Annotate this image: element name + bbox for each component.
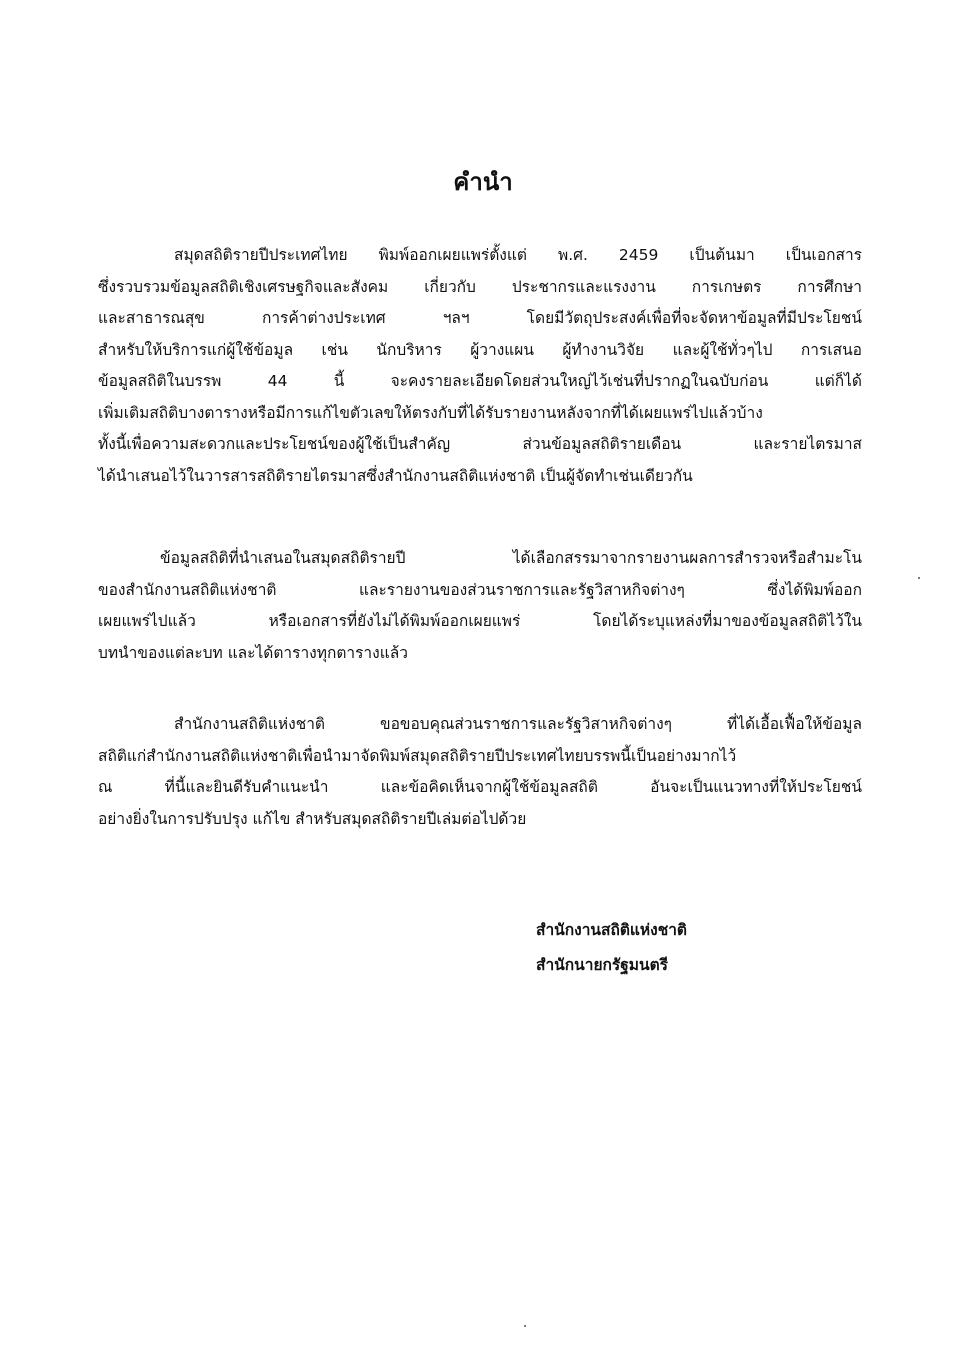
paragraph-line: เพิ่มเติมสถิติบางตารางหรือมีการแก้ไขตัวเลขให้ตรงกับที่ได้รับรายงานหลังจากที่ได้เผยแพร่ไปแล้วบ้าง xyxy=(98,403,763,422)
paragraph-line: เผยแพร่ไปแล้ว หรือเอกสารที่ยังไม่ได้พิมพ์ออกเผยแพร่ โดยได้ระบุแหล่งที่มาของข้อมูลสถิติไว้ใน xyxy=(98,612,862,630)
signature-department: สำนักนายกรัฐมนตรี xyxy=(536,956,668,974)
paragraph-line: สำนักงานสถิติแห่งชาติ ขอขอบคุณส่วนราชการและรัฐวิสาหกิจต่างๆ ที่ได้เอื้อเฟื้อให้ข้อมูล xyxy=(174,715,862,733)
paragraph-acknowledgement xyxy=(98,709,862,835)
paragraph-line: สำหรับให้บริการแก่ผู้ใช้ข้อมูล เช่น นักบริหาร ผู้วางแผน ผู้ทำงานวิจัย และผู้ใช้ทั่วๆไป การเสนอ xyxy=(98,340,862,359)
paragraph-line: บทนำของแต่ละบท และได้ตารางทุกตารางแล้ว xyxy=(98,643,408,662)
paragraph-line: ซึ่งรวบรวมข้อมูลสถิติเชิงเศรษฐกิจและสังคม เกี่ยวกับ ประชากรและแรงงาน การเกษตร การศึกษา xyxy=(98,277,862,296)
paragraph-line: ณ ที่นี้และยินดีรับคำแนะนำ และข้อคิดเห็นจากผู้ใช้ข้อมูลสถิติ อันจะเป็นแนวทางที่ให้ประโยชน์ xyxy=(98,778,862,796)
paragraph-line: ข้อมูลสถิติในบรรพ 44 นี้ จะคงรายละเอียดโดยส่วนใหญ่ไว้เช่นที่ปรากฏในฉบับก่อน แต่ก็ได้ xyxy=(98,372,862,390)
paragraph-line: สถิติแก่สำนักงานสถิติแห่งชาติเพื่อนำมาจัดพิมพ์สมุดสถิติรายปีประเทศไทยบรรพนี้เป็นอย่างมากไว้ xyxy=(98,746,737,765)
paragraph-sources xyxy=(98,543,862,669)
paragraph-line: ข้อมูลสถิติที่นำเสนอในสมุดสถิติรายปี ได้เลือกสรรมาจากรายงานผลการสำรวจหรือสำมะโน xyxy=(160,549,862,567)
paragraph-line: สมุดสถิติรายปีประเทศไทย พิมพ์ออกเผยแพร่ตั้งแต่ พ.ศ. 2459 เป็นต้นมา เป็นเอกสาร xyxy=(174,246,862,264)
paragraph-line: อย่างยิ่งในการปรับปรุง แก้ไข สำหรับสมุดสถิติรายปีเล่มต่อไปด้วย xyxy=(98,809,527,828)
scan-speck xyxy=(524,1325,526,1327)
scan-speck xyxy=(918,577,920,579)
paragraph-line: ของสำนักงานสถิติแห่งชาติ และรายงานของส่วนราชการและรัฐวิสาหกิจต่างๆ ซึ่งได้พิมพ์ออก xyxy=(98,580,862,599)
paragraph-line: ทั้งนี้เพื่อความสะดวกและประโยชน์ของผู้ใช้เป็นสำคัญ ส่วนข้อมูลสถิติรายเดือน และรายไตรมาส xyxy=(98,435,862,453)
paragraph-introduction xyxy=(98,240,862,492)
paragraph-line: และสาธารณสุข การค้าต่างประเทศ ฯลฯ โดยมีวัตถุประสงค์เพื่อที่จะจัดหาข้อมูลที่มีประโยชน์ xyxy=(98,309,862,327)
page-title: คำนำ xyxy=(453,168,513,196)
paragraph-line: ได้นำเสนอไว้ในวารสารสถิติรายไตรมาสซึ่งสำนักงานสถิติแห่งชาติ เป็นผู้จัดทำเช่นเดียวกัน xyxy=(98,466,693,485)
signature-office: สำนักงานสถิติแห่งชาติ xyxy=(536,921,687,939)
